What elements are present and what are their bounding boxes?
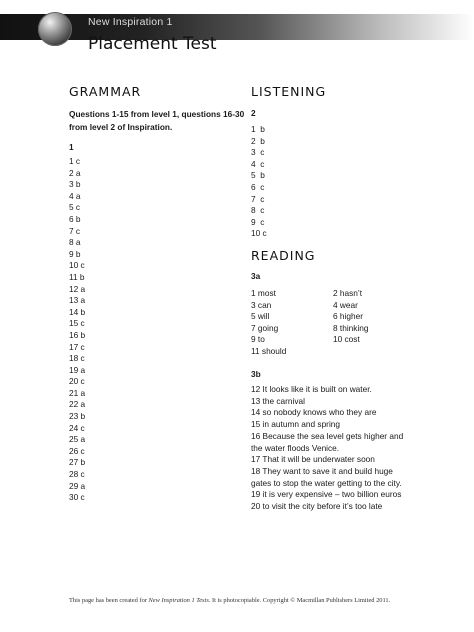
reading-row <box>251 311 421 323</box>
grammar-answer: 24 c <box>69 422 85 433</box>
grammar-answer: 6 b <box>69 213 81 224</box>
grammar-answer: 7 c <box>69 225 81 236</box>
grammar-answer: 15 c <box>69 318 85 329</box>
reading-answer: 14 so nobody knows who they are <box>251 407 377 418</box>
reading-row <box>251 334 421 346</box>
listening-answer: 1 b <box>251 124 265 134</box>
reading-answer: 6 higher <box>333 311 363 322</box>
grammar-heading: GRAMMAR <box>69 84 142 99</box>
reading-answer: 1 most <box>251 288 276 298</box>
listening-answer: 10 c <box>251 228 267 239</box>
reading-part-b-list <box>251 384 411 513</box>
grammar-answer: 10 c <box>69 260 85 271</box>
reading-answer: 16 Because the sea level gets higher and the water floods Venice. <box>251 430 404 453</box>
listening-answer: 8 c <box>251 205 265 216</box>
grammar-answer: 28 c <box>69 469 85 480</box>
grammar-answer: 25 a <box>69 434 86 445</box>
grammar-section-label: 1 <box>69 142 74 152</box>
grammar-answer: 14 b <box>69 306 86 317</box>
grammar-answer: 18 c <box>69 353 85 364</box>
listening-answer: 9 c <box>251 216 265 227</box>
grammar-answer-list <box>69 156 85 504</box>
reading-answer: 8 thinking <box>333 322 369 333</box>
listening-answer: 2 b <box>251 135 265 146</box>
reading-answer: 5 will <box>251 311 270 322</box>
reading-answer: 19 it is very expensive – two billion euros <box>251 489 402 500</box>
grammar-answer: 23 b <box>69 411 86 422</box>
grammar-answer: 5 c <box>69 202 81 213</box>
reading-answer: 10 cost <box>333 334 360 345</box>
reading-answer: 18 They want to save it and build huge gates to stop the water getting to the city. <box>251 465 402 488</box>
reading-answer: 20 to visit the city before it’s too late <box>251 501 383 512</box>
grammar-answer: 8 a <box>69 237 81 248</box>
reading-answer: 17 That it will be underwater soon <box>251 454 375 465</box>
grammar-answer: 30 c <box>69 492 85 503</box>
page-header <box>0 0 474 60</box>
reading-answer: 4 wear <box>333 299 358 310</box>
grammar-answer: 26 c <box>69 445 85 456</box>
listening-answer: 7 c <box>251 193 265 204</box>
grammar-answer: 12 a <box>69 283 86 294</box>
listening-answer: 3 c <box>251 147 265 158</box>
grammar-answer: 29 a <box>69 480 86 491</box>
listening-answer: 6 c <box>251 181 265 192</box>
footer-text-after: . It is photocopiable. Copyright © Macmillan Publishers Limited 2011. <box>208 597 391 604</box>
reading-answer: 7 going <box>251 322 279 333</box>
reading-row <box>251 323 421 335</box>
grammar-answer: 20 c <box>69 376 85 387</box>
reading-part-b-label: 3b <box>251 369 261 379</box>
reading-row <box>251 346 421 358</box>
grammar-answer: 17 c <box>69 341 85 352</box>
listening-answer-list <box>251 124 267 240</box>
reading-row <box>251 288 421 300</box>
reading-answer: 9 to <box>251 334 265 345</box>
grammar-answer: 11 b <box>69 271 85 282</box>
reading-answer: 3 can <box>251 299 272 310</box>
reading-answer: 2 hasn’t <box>333 288 363 298</box>
logo-sphere-icon <box>38 12 72 46</box>
grammar-answer: 27 b <box>69 457 86 468</box>
grammar-answer: 16 b <box>69 329 86 340</box>
reading-answer: 12 It looks like it is built on water. <box>251 384 372 394</box>
grammar-answer: 21 a <box>69 387 86 398</box>
listening-answer: 5 b <box>251 170 265 181</box>
grammar-answer: 9 b <box>69 248 81 259</box>
listening-heading: LISTENING <box>251 84 327 99</box>
reading-answer: 13 the carnival <box>251 395 305 406</box>
reading-part-a-grid <box>251 288 421 358</box>
grammar-answer: 4 a <box>69 190 81 201</box>
reading-row <box>251 300 421 312</box>
reading-answer: 11 should <box>251 345 287 356</box>
copyright-footer <box>69 597 390 604</box>
footer-text-before: This page has been created for <box>69 597 149 604</box>
reading-part-a-label: 3a <box>251 271 261 281</box>
listening-section-label: 2 <box>251 108 256 118</box>
grammar-answer: 19 a <box>69 364 86 375</box>
page-title: Placement Test <box>88 34 217 54</box>
reading-answer: 15 in autumn and spring <box>251 419 341 430</box>
footer-title-italic: New Inspiration 1 Tests <box>148 597 209 604</box>
listening-answer: 4 c <box>251 158 265 169</box>
grammar-answer: 2 a <box>69 167 81 178</box>
reading-heading: READING <box>251 248 316 263</box>
header-subtitle: New Inspiration 1 <box>88 16 173 28</box>
grammar-answer: 22 a <box>69 399 86 410</box>
grammar-intro: Questions 1-15 from level 1, questions 16-30 from level 2 of Inspiration. <box>69 109 245 132</box>
grammar-answer: 13 a <box>69 295 86 306</box>
grammar-answer: 3 b <box>69 179 81 190</box>
grammar-answer: 1 c <box>69 156 81 166</box>
